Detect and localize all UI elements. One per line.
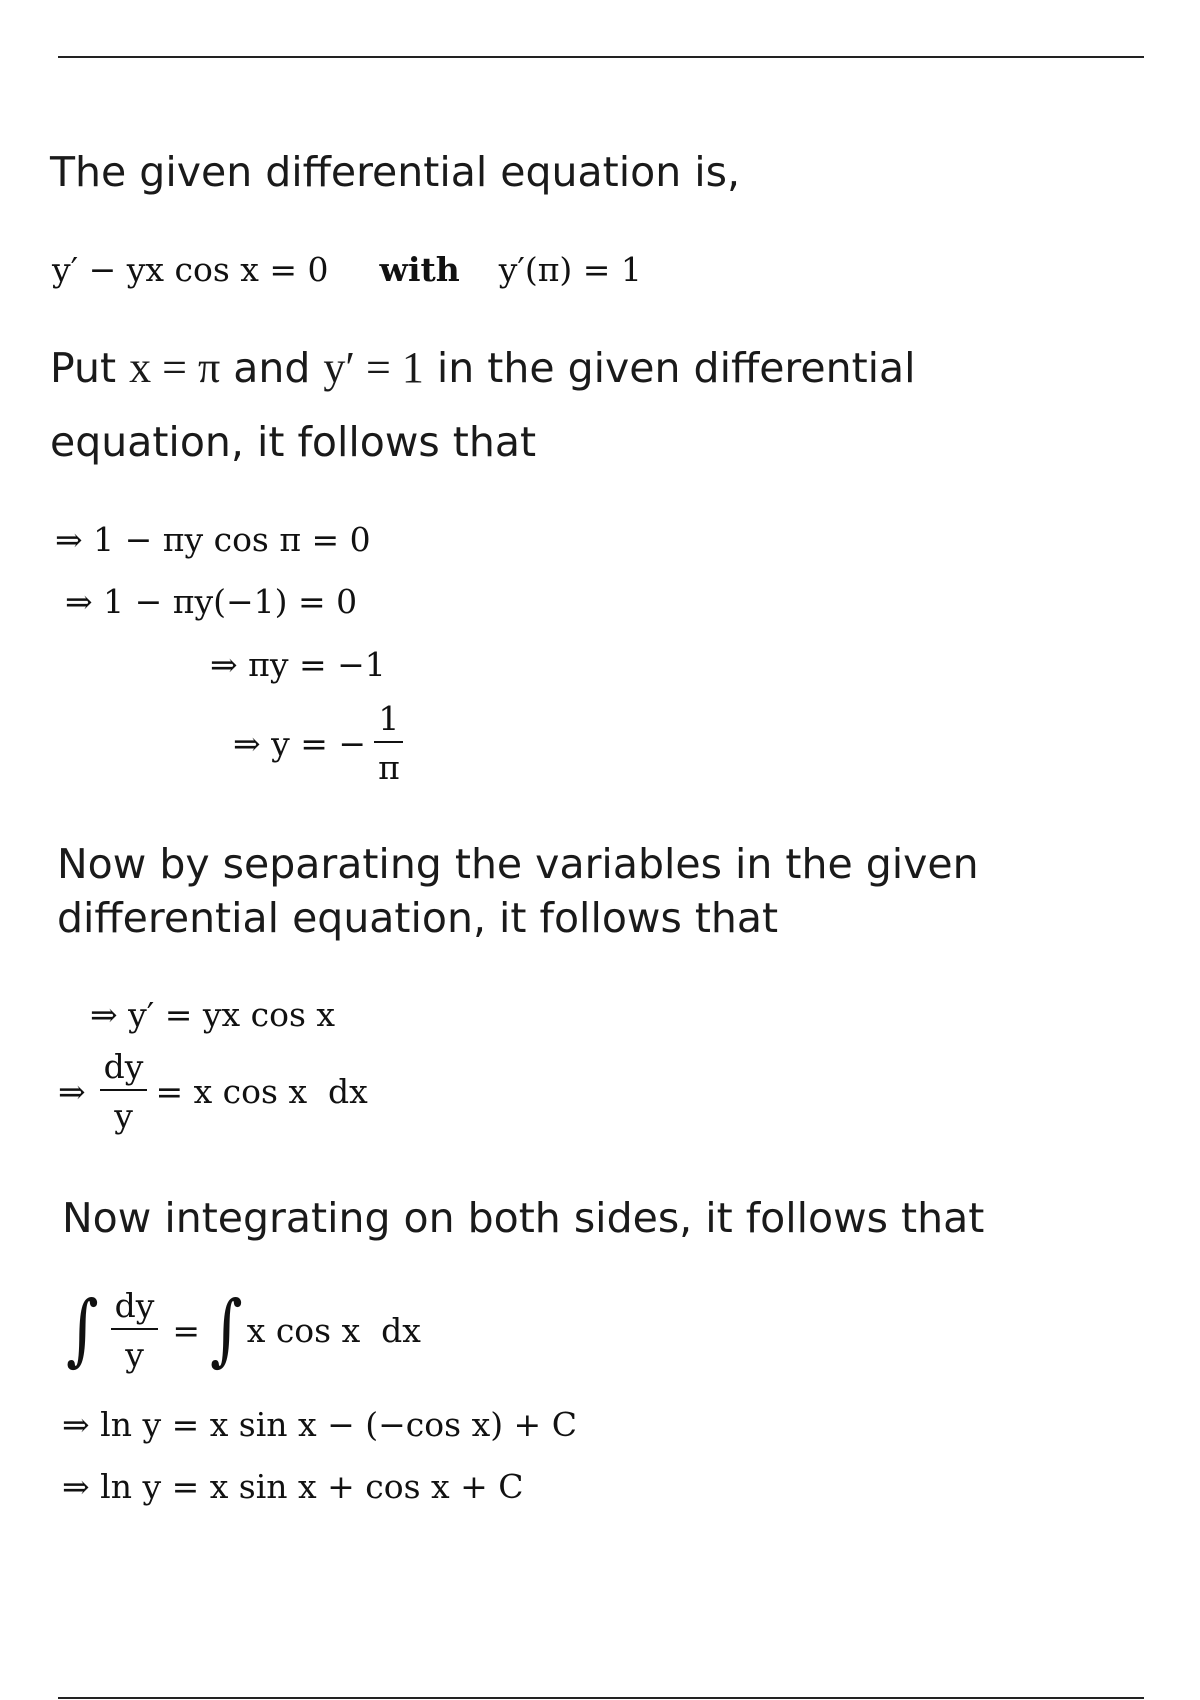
substitution-line-1 bbox=[50, 340, 916, 396]
integral-sign-left: ∫ bbox=[66, 1285, 99, 1375]
fraction-denominator: π bbox=[378, 748, 400, 787]
intro-text: The given differential equation is, bbox=[50, 148, 740, 196]
sep-eq2-rhs: = x cos x dx bbox=[155, 1071, 368, 1111]
step-line-3: ⇒ πy = −1 bbox=[210, 645, 386, 684]
separating-line-1: Now by separating the variables in the given bbox=[57, 840, 979, 888]
fraction-denominator: y bbox=[114, 1096, 133, 1135]
separated-eq-2 bbox=[58, 1047, 368, 1135]
fraction-numerator: dy bbox=[111, 1289, 159, 1330]
substitution-tail: in the given differential bbox=[436, 344, 916, 392]
with-word: with bbox=[379, 250, 460, 289]
fraction-one-over-pi bbox=[374, 699, 404, 787]
fraction-numerator: 1 bbox=[374, 702, 403, 743]
step-line-2: ⇒ 1 − πy(−1) = 0 bbox=[65, 582, 358, 621]
x-eq-pi: x = π bbox=[129, 343, 221, 392]
fraction-numerator: dy bbox=[100, 1050, 148, 1091]
step-line-4 bbox=[233, 699, 412, 787]
separating-line-2: differential equation, it follows that bbox=[57, 894, 779, 942]
step-y-prefix: ⇒ y = − bbox=[233, 723, 367, 763]
integral-rhs: x cos x dx bbox=[246, 1310, 421, 1350]
sep-eq2-prefix: ⇒ bbox=[58, 1071, 86, 1111]
fraction-denominator: y bbox=[125, 1335, 144, 1374]
top-divider bbox=[58, 56, 1144, 58]
fraction-dy-over-y bbox=[100, 1047, 148, 1135]
separated-eq-1: ⇒ y′ = yx cos x bbox=[90, 995, 336, 1034]
fraction-dy-over-y bbox=[111, 1286, 159, 1374]
substitution-line-2: equation, it follows that bbox=[50, 418, 537, 466]
yprime-eq-1: y′ = 1 bbox=[323, 343, 424, 392]
equals-sign: = bbox=[172, 1310, 201, 1350]
given-equation bbox=[52, 250, 642, 289]
result-line-1: ⇒ ln y = x sin x − (−cos x) + C bbox=[62, 1405, 577, 1444]
initial-condition: y′(π) = 1 bbox=[498, 250, 642, 289]
bottom-divider bbox=[58, 1697, 1144, 1699]
step-line-1: ⇒ 1 − πy cos π = 0 bbox=[55, 520, 371, 559]
integral-equation bbox=[62, 1285, 421, 1375]
result-line-2: ⇒ ln y = x sin x + cos x + C bbox=[62, 1467, 524, 1506]
put-word: Put bbox=[50, 344, 117, 392]
integrating-text: Now integrating on both sides, it follows that bbox=[62, 1194, 985, 1242]
equation-lhs: y′ − yx cos x = 0 bbox=[52, 250, 329, 289]
integral-sign-right: ∫ bbox=[210, 1285, 243, 1375]
and-word: and bbox=[233, 344, 311, 392]
